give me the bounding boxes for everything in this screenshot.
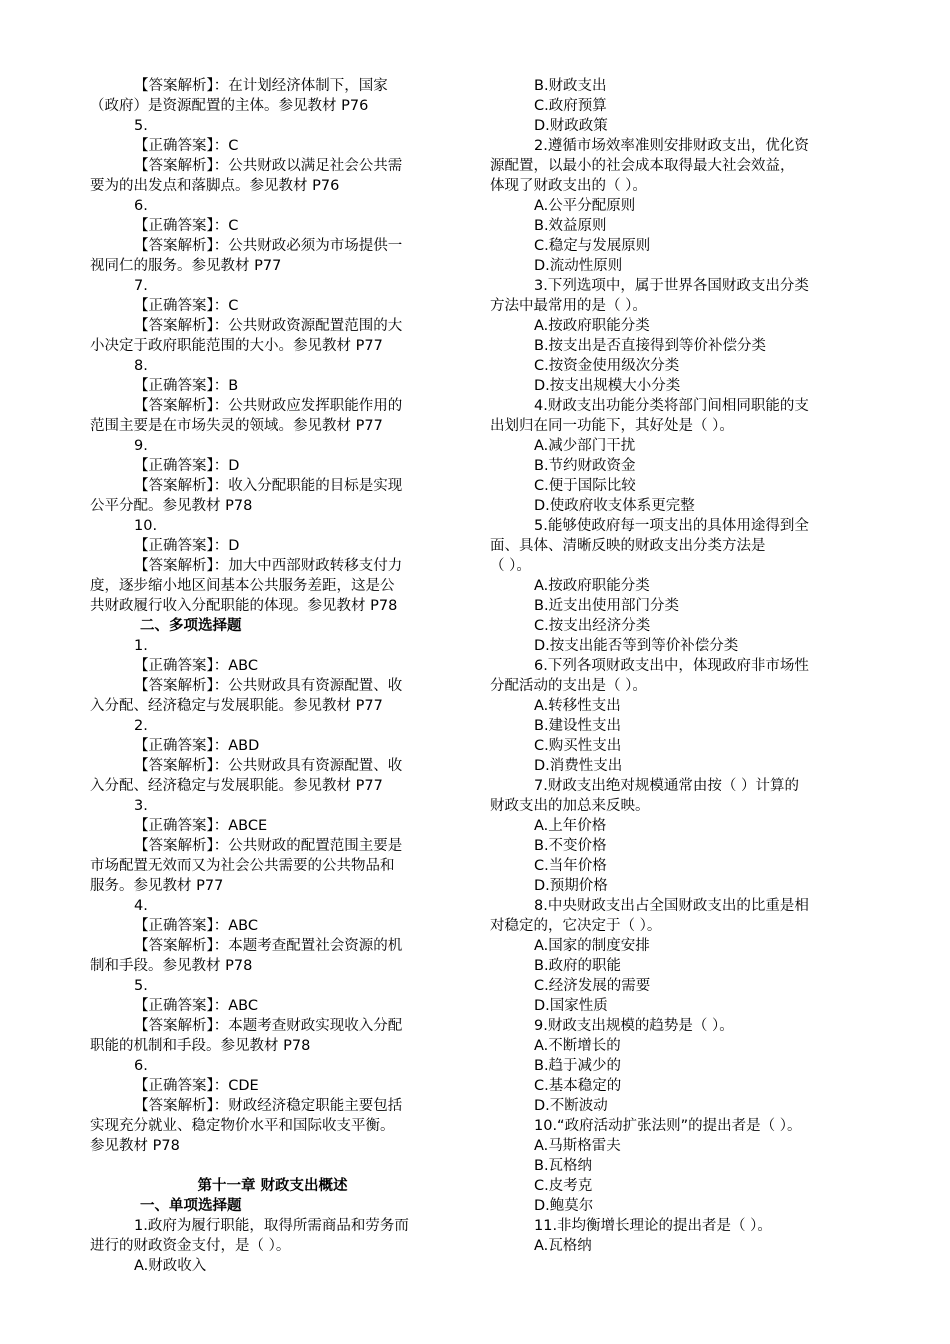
- option: C.基本稳定的: [534, 1078, 622, 1094]
- question-text: 9.财政支出规模的趋势是（ ）。: [534, 1018, 734, 1034]
- explanation-line: 【答案解析】：公共财政必须为市场提供一: [134, 238, 403, 254]
- answer-number: 6.: [134, 1058, 148, 1074]
- option: D.不断波动: [534, 1098, 608, 1114]
- explanation-line: 【答案解析】：本题考查配置社会资源的机: [134, 938, 403, 954]
- correct-answer: 【正确答案】：ABC: [134, 918, 258, 934]
- option: D.按支出规模大小分类: [534, 378, 681, 394]
- option: C.稳定与发展原则: [534, 238, 651, 254]
- question-text: 7.财政支出绝对规模通常由按（ ）计算的: [534, 778, 799, 794]
- answer-number: 1.: [134, 638, 148, 654]
- answer-number: 5.: [134, 118, 148, 134]
- option: C.按资金使用级次分类: [534, 358, 680, 374]
- option: B.节约财政资金: [534, 458, 636, 474]
- explanation-line: 【答案解析】：财政经济稳定职能主要包括: [134, 1098, 403, 1114]
- correct-answer: 【正确答案】：ABC: [134, 658, 258, 674]
- explanation-line: 【答案解析】：公共财政应发挥职能作用的: [134, 398, 403, 414]
- correct-answer: 【正确答案】：B: [134, 378, 239, 394]
- section-heading: 二、多项选择题: [140, 618, 242, 634]
- option: A.马斯格雷夫: [534, 1138, 621, 1154]
- option: B.建设性支出: [534, 718, 622, 734]
- question-text: 出划归在同一功能下，其好处是（ ）。: [490, 418, 734, 434]
- explanation-line: 视同仁的服务。参见教材 P77: [90, 258, 282, 274]
- question-text: 财政支出的加总来反映。: [490, 798, 650, 814]
- correct-answer: 【正确答案】：D: [134, 458, 240, 474]
- answer-number: 7.: [134, 278, 148, 294]
- question-text: 10.“政府活动扩张法则”的提出者是（ ）。: [534, 1118, 802, 1134]
- explanation-line: 【答案解析】：公共财政资源配置范围的大: [134, 318, 403, 334]
- option: C.当年价格: [534, 858, 607, 874]
- correct-answer: 【正确答案】：D: [134, 538, 240, 554]
- explanation-line: 度，逐步缩小地区间基本公共服务差距，这是公: [90, 578, 395, 594]
- question-text: 对稳定的，它决定于（ ）。: [490, 918, 662, 934]
- explanation-line: 实现充分就业、稳定物价水平和国际收支平衡。: [90, 1118, 395, 1134]
- explanation-line: 入分配、经济稳定与发展职能。参见教材 P77: [90, 698, 383, 714]
- option: B.按支出是否直接得到等价补偿分类: [534, 338, 767, 354]
- explanation-line: 要为的出发点和落脚点。参见教材 P76: [90, 178, 340, 194]
- option: B.效益原则: [534, 218, 607, 234]
- explanation-line: 入分配、经济稳定与发展职能。参见教材 P77: [90, 778, 383, 794]
- answer-number: 4.: [134, 898, 148, 914]
- answer-number: 8.: [134, 358, 148, 374]
- option: A.国家的制度安排: [534, 938, 650, 954]
- correct-answer: 【正确答案】：CDE: [134, 1078, 259, 1094]
- option: D.国家性质: [534, 998, 608, 1014]
- correct-answer: 【正确答案】：C: [134, 298, 239, 314]
- option: C.按支出经济分类: [534, 618, 651, 634]
- option: B.趋于减少的: [534, 1058, 622, 1074]
- answer-number: 6.: [134, 198, 148, 214]
- right-column: [490, 76, 862, 1256]
- question-text: 1.政府为履行职能，取得所需商品和劳务而: [134, 1218, 409, 1234]
- question-text: 分配活动的支出是（ ）。: [490, 678, 647, 694]
- correct-answer: 【正确答案】：ABC: [134, 998, 258, 1014]
- explanation-line: （政府）是资源配置的主体。参见教材 P76: [90, 98, 369, 114]
- option: B.政府的职能: [534, 958, 622, 974]
- question-text: 8.中央财政支出占全国财政支出的比重是相: [534, 898, 809, 914]
- explanation-line: 公平分配。参见教材 P78: [90, 498, 253, 514]
- explanation-line: 【答案解析】：加大中西部财政转移支付力: [134, 558, 403, 574]
- explanation-line: 共财政履行收入分配职能的体现。参见教材 P78: [90, 598, 398, 614]
- option: C.购买性支出: [534, 738, 622, 754]
- option: A.财政收入: [134, 1258, 207, 1274]
- option: A.按政府职能分类: [534, 578, 650, 594]
- option: D.财政政策: [534, 118, 608, 134]
- answer-number: 9.: [134, 438, 148, 454]
- option: D.使政府收支体系更完整: [534, 498, 695, 514]
- option: A.公平分配原则: [534, 198, 636, 214]
- correct-answer: 【正确答案】：C: [134, 138, 239, 154]
- question-text: 进行的财政资金支付，是（ ）。: [90, 1238, 291, 1254]
- question-text: 4.财政支出功能分类将部门间相同职能的支: [534, 398, 809, 414]
- explanation-line: 【答案解析】：公共财政具有资源配置、收: [134, 758, 403, 774]
- correct-answer: 【正确答案】：C: [134, 218, 239, 234]
- chapter-title: 第十一章 财政支出概述: [197, 1178, 348, 1194]
- option: B.近支出使用部门分类: [534, 598, 680, 614]
- explanation-line: 小决定于政府职能范围的大小。参见教材 P77: [90, 338, 383, 354]
- question-text: 体现了财政支出的（ ）。: [490, 178, 647, 194]
- option: D.预期价格: [534, 878, 608, 894]
- explanation-line: 【答案解析】：公共财政的配置范围主要是: [134, 838, 403, 854]
- explanation-line: 市场配置无效而又为社会公共需要的公共物品和: [90, 858, 395, 874]
- explanation-line: 参见教材 P78: [90, 1138, 180, 1154]
- section-heading: 一、单项选择题: [140, 1198, 242, 1214]
- option: A.不断增长的: [534, 1038, 621, 1054]
- option: D.按支出能否等到等价补偿分类: [534, 638, 739, 654]
- correct-answer: 【正确答案】：ABD: [134, 738, 260, 754]
- question-text: 源配置，以最小的社会成本取得最大社会效益，: [490, 158, 795, 174]
- option: A.转移性支出: [534, 698, 621, 714]
- option: A.减少部门干扰: [534, 438, 636, 454]
- explanation-line: 服务。参见教材 P77: [90, 878, 224, 894]
- option: B.财政支出: [534, 78, 607, 94]
- explanation-line: 制和手段。参见教材 P78: [90, 958, 253, 974]
- option: B.瓦格纳: [534, 1158, 593, 1174]
- question-text: 2.遵循市场效率准则安排财政支出，优化资: [534, 138, 809, 154]
- option: B.不变价格: [534, 838, 607, 854]
- option: A.按政府职能分类: [534, 318, 650, 334]
- option: D.鲍莫尔: [534, 1198, 594, 1214]
- option: C.皮考克: [534, 1178, 593, 1194]
- explanation-line: 【答案解析】：收入分配职能的目标是实现: [134, 478, 403, 494]
- explanation-line: 职能的机制和手段。参见教材 P78: [90, 1038, 311, 1054]
- explanation-line: 【答案解析】：本题考查财政实现收入分配: [134, 1018, 403, 1034]
- answer-number: 5.: [134, 978, 148, 994]
- question-text: 11.非均衡增长理论的提出者是（ ）。: [534, 1218, 772, 1234]
- explanation-line: 【答案解析】：公共财政以满足社会公共需: [134, 158, 403, 174]
- answer-number: 10.: [134, 518, 158, 534]
- option: A.瓦格纳: [534, 1238, 592, 1254]
- answer-number: 3.: [134, 798, 148, 814]
- question-text: （ ）。: [490, 558, 531, 574]
- option: C.便于国际比较: [534, 478, 636, 494]
- explanation-line: 【答案解析】：公共财政具有资源配置、收: [134, 678, 403, 694]
- question-text: 3.下列选项中，属于世界各国财政支出分类: [534, 278, 809, 294]
- option: D.流动性原则: [534, 258, 623, 274]
- explanation-line: 【答案解析】：在计划经济体制下，国家: [134, 78, 388, 94]
- question-text: 面、具体、清晰反映的财政支出分类方法是: [490, 538, 766, 554]
- option: A.上年价格: [534, 818, 607, 834]
- option: C.政府预算: [534, 98, 607, 114]
- option: C.经济发展的需要: [534, 978, 651, 994]
- explanation-line: 范围主要是在市场失灵的领域。参见教材 P77: [90, 418, 383, 434]
- correct-answer: 【正确答案】：ABCE: [134, 818, 268, 834]
- question-text: 方法中最常用的是（ ）。: [490, 298, 647, 314]
- question-text: 6.下列各项财政支出中，体现政府非市场性: [534, 658, 809, 674]
- option: D.消费性支出: [534, 758, 623, 774]
- left-column: [90, 76, 455, 1276]
- question-text: 5.能够使政府每一项支出的具体用途得到全: [534, 518, 809, 534]
- answer-number: 2.: [134, 718, 148, 734]
